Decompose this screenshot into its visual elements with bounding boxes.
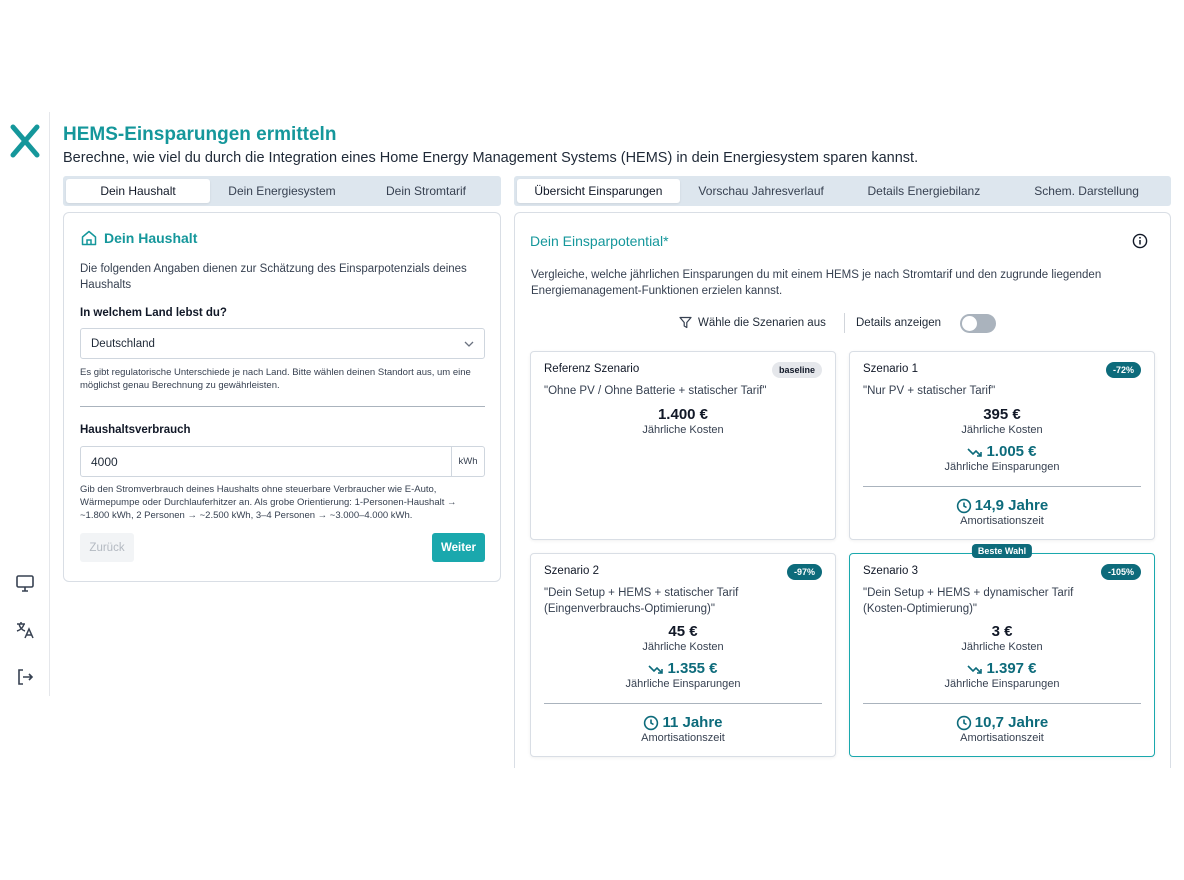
- tab-schem-darstellung[interactable]: Schem. Darstellung: [1034, 184, 1139, 198]
- scenario-payback-label: Amortisationszeit: [960, 732, 1044, 744]
- scenario-desc: "Ohne PV / Ohne Batterie + statischer Tarif": [544, 385, 767, 397]
- scenario-cost: 45 €: [668, 623, 698, 640]
- translate-icon[interactable]: [14, 619, 36, 641]
- scenario-savings-value: 1.397 €: [986, 660, 1037, 677]
- scenario-card-3[interactable]: [849, 546, 1155, 757]
- filter-separator: [844, 313, 845, 333]
- trend-down-icon: [967, 663, 983, 675]
- scenario-savings: [531, 660, 835, 677]
- left-tabbar: [63, 176, 501, 206]
- details-label: Details anzeigen: [856, 317, 942, 329]
- divider: [80, 406, 485, 407]
- scenario-payback: [850, 497, 1154, 514]
- scenario-payback-value: 11 Jahre: [662, 714, 723, 731]
- country-select[interactable]: [80, 328, 485, 359]
- household-title-text: Dein Haushalt: [104, 230, 198, 246]
- scenario-name: Referenz Szenario: [544, 363, 640, 375]
- scenario-filter[interactable]: [679, 316, 826, 329]
- scenario-badge: -105%: [1101, 564, 1141, 580]
- details-toggle[interactable]: [960, 314, 996, 333]
- savings-intro: Vergleiche, welche jährlichen Einsparungen du mit einem HEMS je nach Stromtarif und den zugrunde liegenden Energiemanagement-Funktionen erzielen kannst.: [531, 269, 1102, 297]
- scenario-payback: [531, 714, 835, 731]
- chevron-down-icon: [464, 341, 474, 347]
- right-tabbar: [514, 176, 1171, 206]
- filter-icon: [679, 316, 692, 329]
- info-icon[interactable]: [1132, 233, 1148, 249]
- consumption-unit: kWh: [451, 447, 484, 476]
- page-title: HEMS-Einsparungen ermitteln: [63, 124, 337, 145]
- country-select-value: Deutschland: [91, 337, 155, 350]
- scenario-payback-value: 14,9 Jahre: [974, 497, 1049, 514]
- scenario-savings-label: Jährliche Einsparungen: [944, 678, 1060, 690]
- card-divider: [863, 703, 1141, 704]
- scenario-card-1[interactable]: [849, 351, 1155, 540]
- consumption-hint: Gib den Stromverbrauch deines Haushalts ohne steuerbare Verbraucher wie E-Auto, Wärmepumpe oder Durchlauferhitzer an. Als grobe Orientierung: 1-Personen-Haushalt → ~1.800 kWh, 2 Personen → ~2.500 kWh, 3–4 Personen → ~3.000–4.000 kWh.: [80, 484, 457, 521]
- scenario-badge: baseline: [772, 362, 822, 378]
- scenario-name: Szenario 2: [544, 565, 599, 577]
- scenario-card-2[interactable]: [530, 553, 836, 757]
- app-logo[interactable]: [10, 124, 40, 158]
- scenario-card-referenz[interactable]: [530, 351, 836, 540]
- trend-down-icon: [648, 663, 664, 675]
- scenario-badge: -72%: [1106, 362, 1141, 378]
- sidebar: [0, 112, 50, 696]
- card-divider: [544, 703, 822, 704]
- best-choice-badge: Beste Wahl: [972, 544, 1032, 558]
- trend-down-icon: [967, 446, 983, 458]
- scenario-name: Szenario 3: [863, 565, 918, 577]
- scenario-desc: "Nur PV + statischer Tarif": [863, 385, 996, 397]
- scenario-name: Szenario 1: [863, 363, 918, 375]
- page-subtitle: Berechne, wie viel du durch die Integration eines Home Energy Management Systems (HEMS) in dein Energiesystem sparen kannst.: [63, 150, 919, 166]
- card-divider: [863, 486, 1141, 487]
- savings-title: Dein Einsparpotential*: [530, 233, 669, 249]
- scenario-payback: [850, 714, 1154, 731]
- logout-icon[interactable]: [14, 666, 36, 688]
- scenario-desc: "Dein Setup + HEMS + dynamischer Tarif (Kosten-Optimierung)": [863, 587, 1074, 615]
- scenario-cost-label: Jährliche Kosten: [642, 424, 724, 436]
- tab-dein-energiesystem[interactable]: Dein Energiesystem: [228, 184, 336, 198]
- scenario-cost: 3 €: [991, 623, 1013, 640]
- household-intro: Die folgenden Angaben dienen zur Schätzung des Einsparpotenzials deines Haushalts: [80, 263, 467, 291]
- scenario-cost-label: Jährliche Kosten: [961, 424, 1043, 436]
- toggle-knob: [962, 316, 977, 331]
- consumption-input[interactable]: [80, 446, 485, 477]
- scenario-filter-label: Wähle die Szenarien aus: [698, 316, 826, 329]
- tab-uebersicht-einsparungen[interactable]: Übersicht Einsparungen: [517, 179, 680, 203]
- scenario-savings: [850, 443, 1154, 460]
- scenario-cost-label: Jährliche Kosten: [961, 641, 1043, 653]
- consumption-value[interactable]: 4000: [91, 454, 118, 469]
- home-icon: [80, 229, 98, 247]
- scenario-payback-label: Amortisationszeit: [960, 515, 1044, 527]
- scenario-payback-value: 10,7 Jahre: [974, 714, 1049, 731]
- scenario-savings-label: Jährliche Einsparungen: [944, 461, 1060, 473]
- clock-icon: [643, 715, 659, 731]
- scenario-badge: -97%: [787, 564, 822, 580]
- scenario-payback-label: Amortisationszeit: [641, 732, 725, 744]
- scenario-savings-label: Jährliche Einsparungen: [625, 678, 741, 690]
- country-label: In welchem Land lebst du?: [80, 307, 227, 319]
- monitor-icon[interactable]: [14, 572, 36, 594]
- country-hint: Es gibt regulatorische Unterschiede je nach Land. Bitte wählen deinen Standort aus, um eine möglichst genau Berechnung zu gewährleisten.: [80, 367, 471, 391]
- scenario-cost: 395 €: [983, 406, 1021, 423]
- consumption-label: Haushaltsverbrauch: [80, 424, 191, 436]
- tab-vorschau-jahresverlauf[interactable]: Vorschau Jahresverlauf: [698, 184, 824, 198]
- page-bottom-space: [510, 768, 1180, 880]
- tab-dein-haushalt[interactable]: Dein Haushalt: [66, 179, 210, 203]
- scenario-cost: 1.400 €: [657, 406, 709, 423]
- tab-details-energiebilanz[interactable]: Details Energiebilanz: [867, 184, 981, 198]
- household-panel: [63, 212, 501, 582]
- next-button[interactable]: Weiter: [432, 533, 485, 562]
- scenario-savings-value: 1.005 €: [986, 443, 1037, 460]
- scenario-cost-label: Jährliche Kosten: [642, 641, 724, 653]
- clock-icon: [956, 715, 972, 731]
- scenario-savings: [850, 660, 1154, 677]
- scenario-desc: "Dein Setup + HEMS + statischer Tarif (Eingenverbrauchs-Optimierung)": [544, 587, 739, 615]
- household-title: [80, 229, 197, 247]
- clock-icon: [956, 498, 972, 514]
- tab-dein-stromtarif[interactable]: Dein Stromtarif: [385, 184, 467, 198]
- back-button[interactable]: Zurück: [80, 533, 134, 562]
- scenario-savings-value: 1.355 €: [667, 660, 718, 677]
